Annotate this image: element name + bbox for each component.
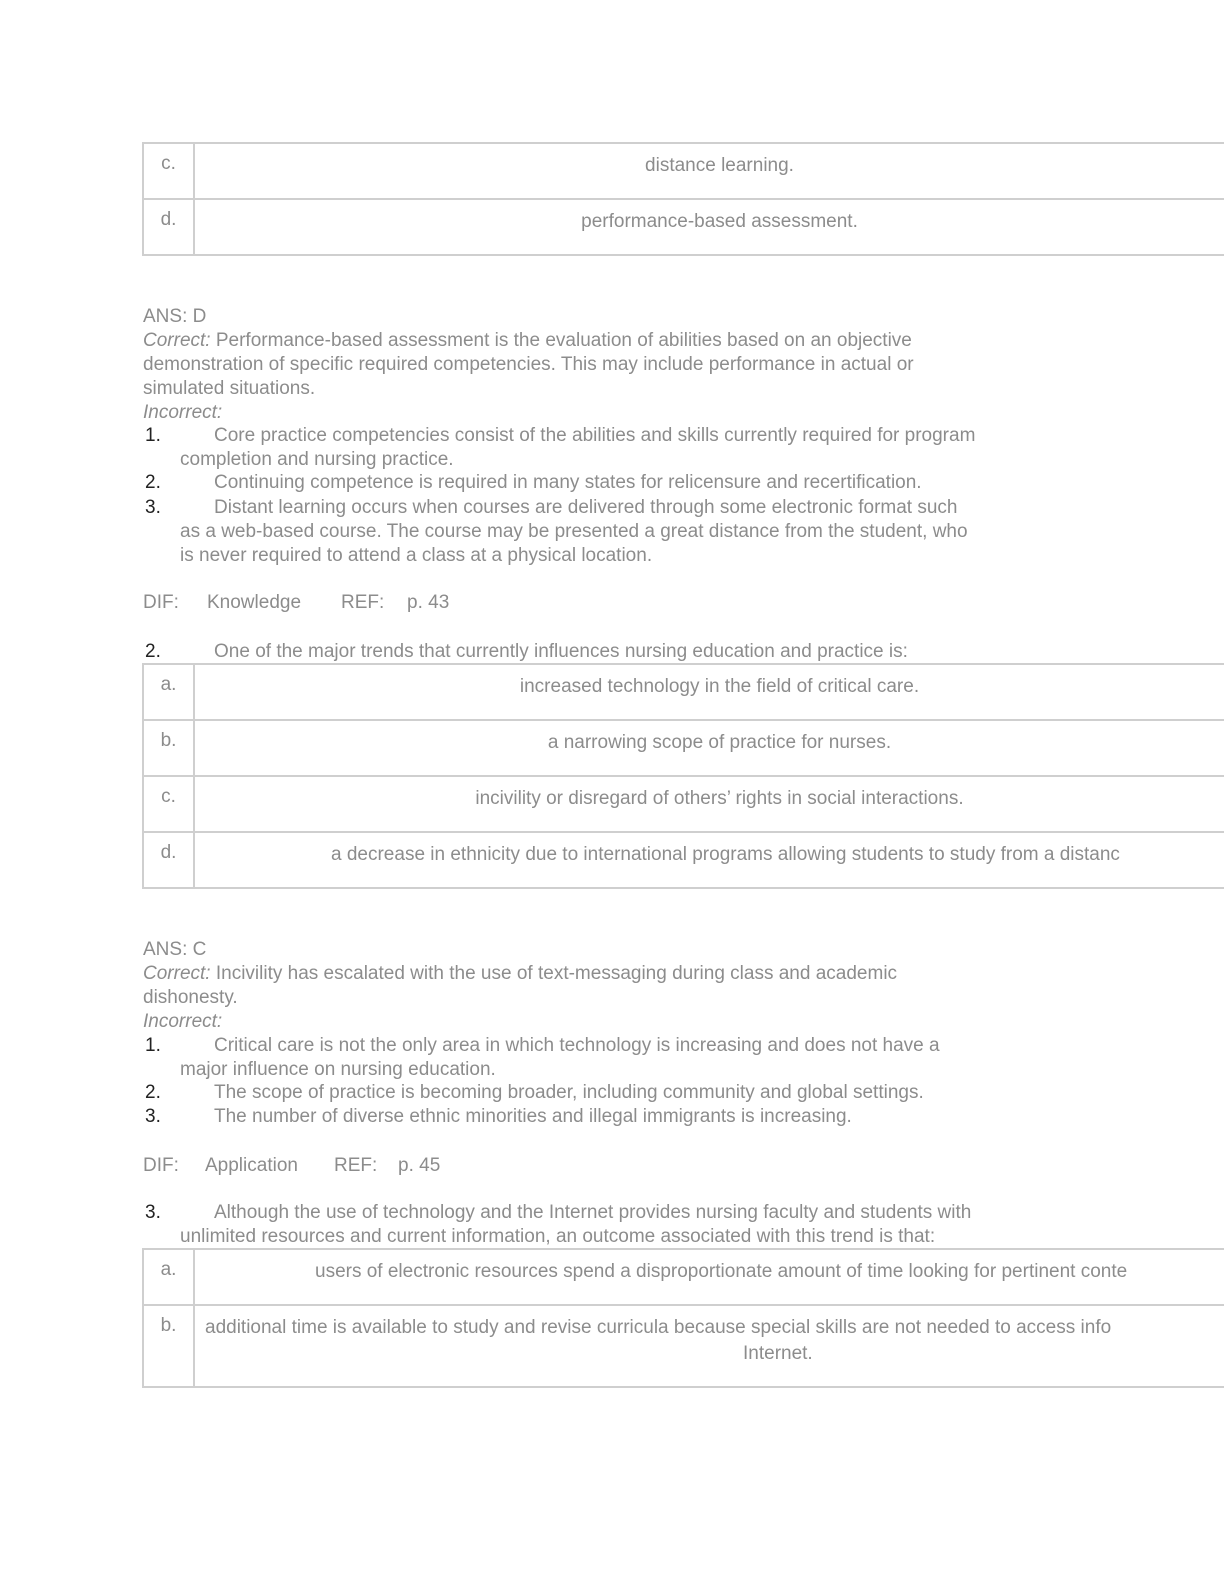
q1-incorrect-text: completion and nursing practice. bbox=[180, 449, 454, 470]
q2-correct-line: Correct: Incivility has escalated with the use of text-messaging during class and academic bbox=[143, 963, 898, 984]
option-letter: c. bbox=[144, 777, 195, 831]
q2-dif-label: DIF: bbox=[143, 1155, 179, 1176]
q2-number: 2. bbox=[145, 641, 161, 662]
option-row bbox=[144, 1306, 1224, 1388]
q1-options-table bbox=[142, 142, 1224, 256]
option-row bbox=[144, 665, 1224, 721]
q2-stem: One of the major trends that currently influences nursing education and practice is: bbox=[214, 641, 908, 662]
option-row bbox=[144, 721, 1224, 777]
q2-incorrect-text: The number of diverse ethnic minorities and illegal immigrants is increasing. bbox=[214, 1106, 852, 1127]
correct-label: Correct: bbox=[143, 963, 211, 984]
q1-ref-label: REF: bbox=[341, 592, 385, 613]
option-letter: d. bbox=[144, 833, 195, 887]
q2-answer: ANS: C bbox=[143, 939, 207, 960]
q3-stem: unlimited resources and current information, an outcome associated with this trend is that: bbox=[180, 1226, 936, 1247]
q3-stem: Although the use of technology and the Internet provides nursing faculty and students with bbox=[214, 1202, 972, 1223]
option-text: a decrease in ethnicity due to international programs allowing students to study from a distanc bbox=[331, 844, 1120, 865]
q1-incorrect-num: 2. bbox=[145, 472, 161, 493]
q1-answer: ANS: D bbox=[143, 306, 207, 327]
q2-incorrect-text: The scope of practice is becoming broader, including community and global settings. bbox=[214, 1082, 924, 1103]
q1-incorrect-num: 1. bbox=[145, 425, 161, 446]
option-row bbox=[144, 833, 1224, 889]
option-text: incivility or disregard of others’ rights in social interactions. bbox=[475, 788, 964, 809]
q1-incorrect-text: Core practice competencies consist of the abilities and skills currently required for program bbox=[214, 425, 976, 446]
q3-options-table bbox=[142, 1248, 1224, 1388]
q1-dif-label: DIF: bbox=[143, 592, 179, 613]
q2-incorrect-text: major influence on nursing education. bbox=[180, 1059, 496, 1080]
correct-label: Correct: bbox=[143, 330, 211, 351]
q2-options-table bbox=[142, 663, 1224, 889]
option-row bbox=[144, 1250, 1224, 1306]
q3-number: 3. bbox=[145, 1202, 161, 1223]
q2-incorrect-text: Critical care is not the only area in which technology is increasing and does not have a bbox=[214, 1035, 940, 1056]
q1-correct-line: Correct: Performance-based assessment is the evaluation of abilities based on an objective bbox=[143, 330, 912, 351]
option-letter: a. bbox=[144, 1250, 195, 1304]
option-text: a narrowing scope of practice for nurses. bbox=[547, 732, 892, 753]
option-text: increased technology in the field of critical care. bbox=[519, 676, 920, 697]
option-text: users of electronic resources spend a disproportionate amount of time looking for pertinent conte bbox=[315, 1261, 1128, 1282]
q1-dif-value: Knowledge bbox=[207, 592, 302, 613]
option-letter: b. bbox=[144, 1306, 195, 1386]
q1-incorrect-text: as a web-based course. The course may be presented a great distance from the student, who bbox=[180, 521, 968, 542]
option-letter: b. bbox=[144, 721, 195, 775]
q1-incorrect-label: Incorrect: bbox=[143, 402, 223, 423]
q2-ref-value: p. 45 bbox=[398, 1155, 441, 1176]
q2-ref-label: REF: bbox=[334, 1155, 378, 1176]
q1-correct-line: simulated situations. bbox=[143, 378, 316, 399]
option-row bbox=[144, 200, 1224, 256]
q1-incorrect-text: is never required to attend a class at a physical location. bbox=[180, 545, 653, 566]
q1-incorrect-num: 3. bbox=[145, 497, 161, 518]
q2-correct-line: dishonesty. bbox=[143, 987, 238, 1008]
q2-incorrect-label: Incorrect: bbox=[143, 1011, 223, 1032]
option-row bbox=[144, 144, 1224, 200]
q2-dif-value: Application bbox=[205, 1155, 298, 1176]
q1-ref-value: p. 43 bbox=[407, 592, 450, 613]
option-letter: a. bbox=[144, 665, 195, 719]
option-text: performance-based assessment. bbox=[581, 211, 858, 232]
q2-incorrect-num: 1. bbox=[145, 1035, 161, 1056]
option-letter: d. bbox=[144, 200, 195, 254]
q1-incorrect-text: Distant learning occurs when courses are delivered through some electronic format such bbox=[214, 497, 958, 518]
q1-incorrect-text: Continuing competence is required in many states for relicensure and recertification. bbox=[214, 472, 922, 493]
option-letter: c. bbox=[144, 144, 195, 198]
option-text: additional time is available to study and revise curricula because special skills are not needed to access info Internet. bbox=[205, 1317, 1112, 1364]
q2-incorrect-num: 2. bbox=[145, 1082, 161, 1103]
q2-incorrect-num: 3. bbox=[145, 1106, 161, 1127]
option-text: distance learning. bbox=[645, 155, 794, 176]
option-row bbox=[144, 777, 1224, 833]
q1-correct-line: demonstration of specific required competencies. This may include performance in actual or bbox=[143, 354, 914, 375]
